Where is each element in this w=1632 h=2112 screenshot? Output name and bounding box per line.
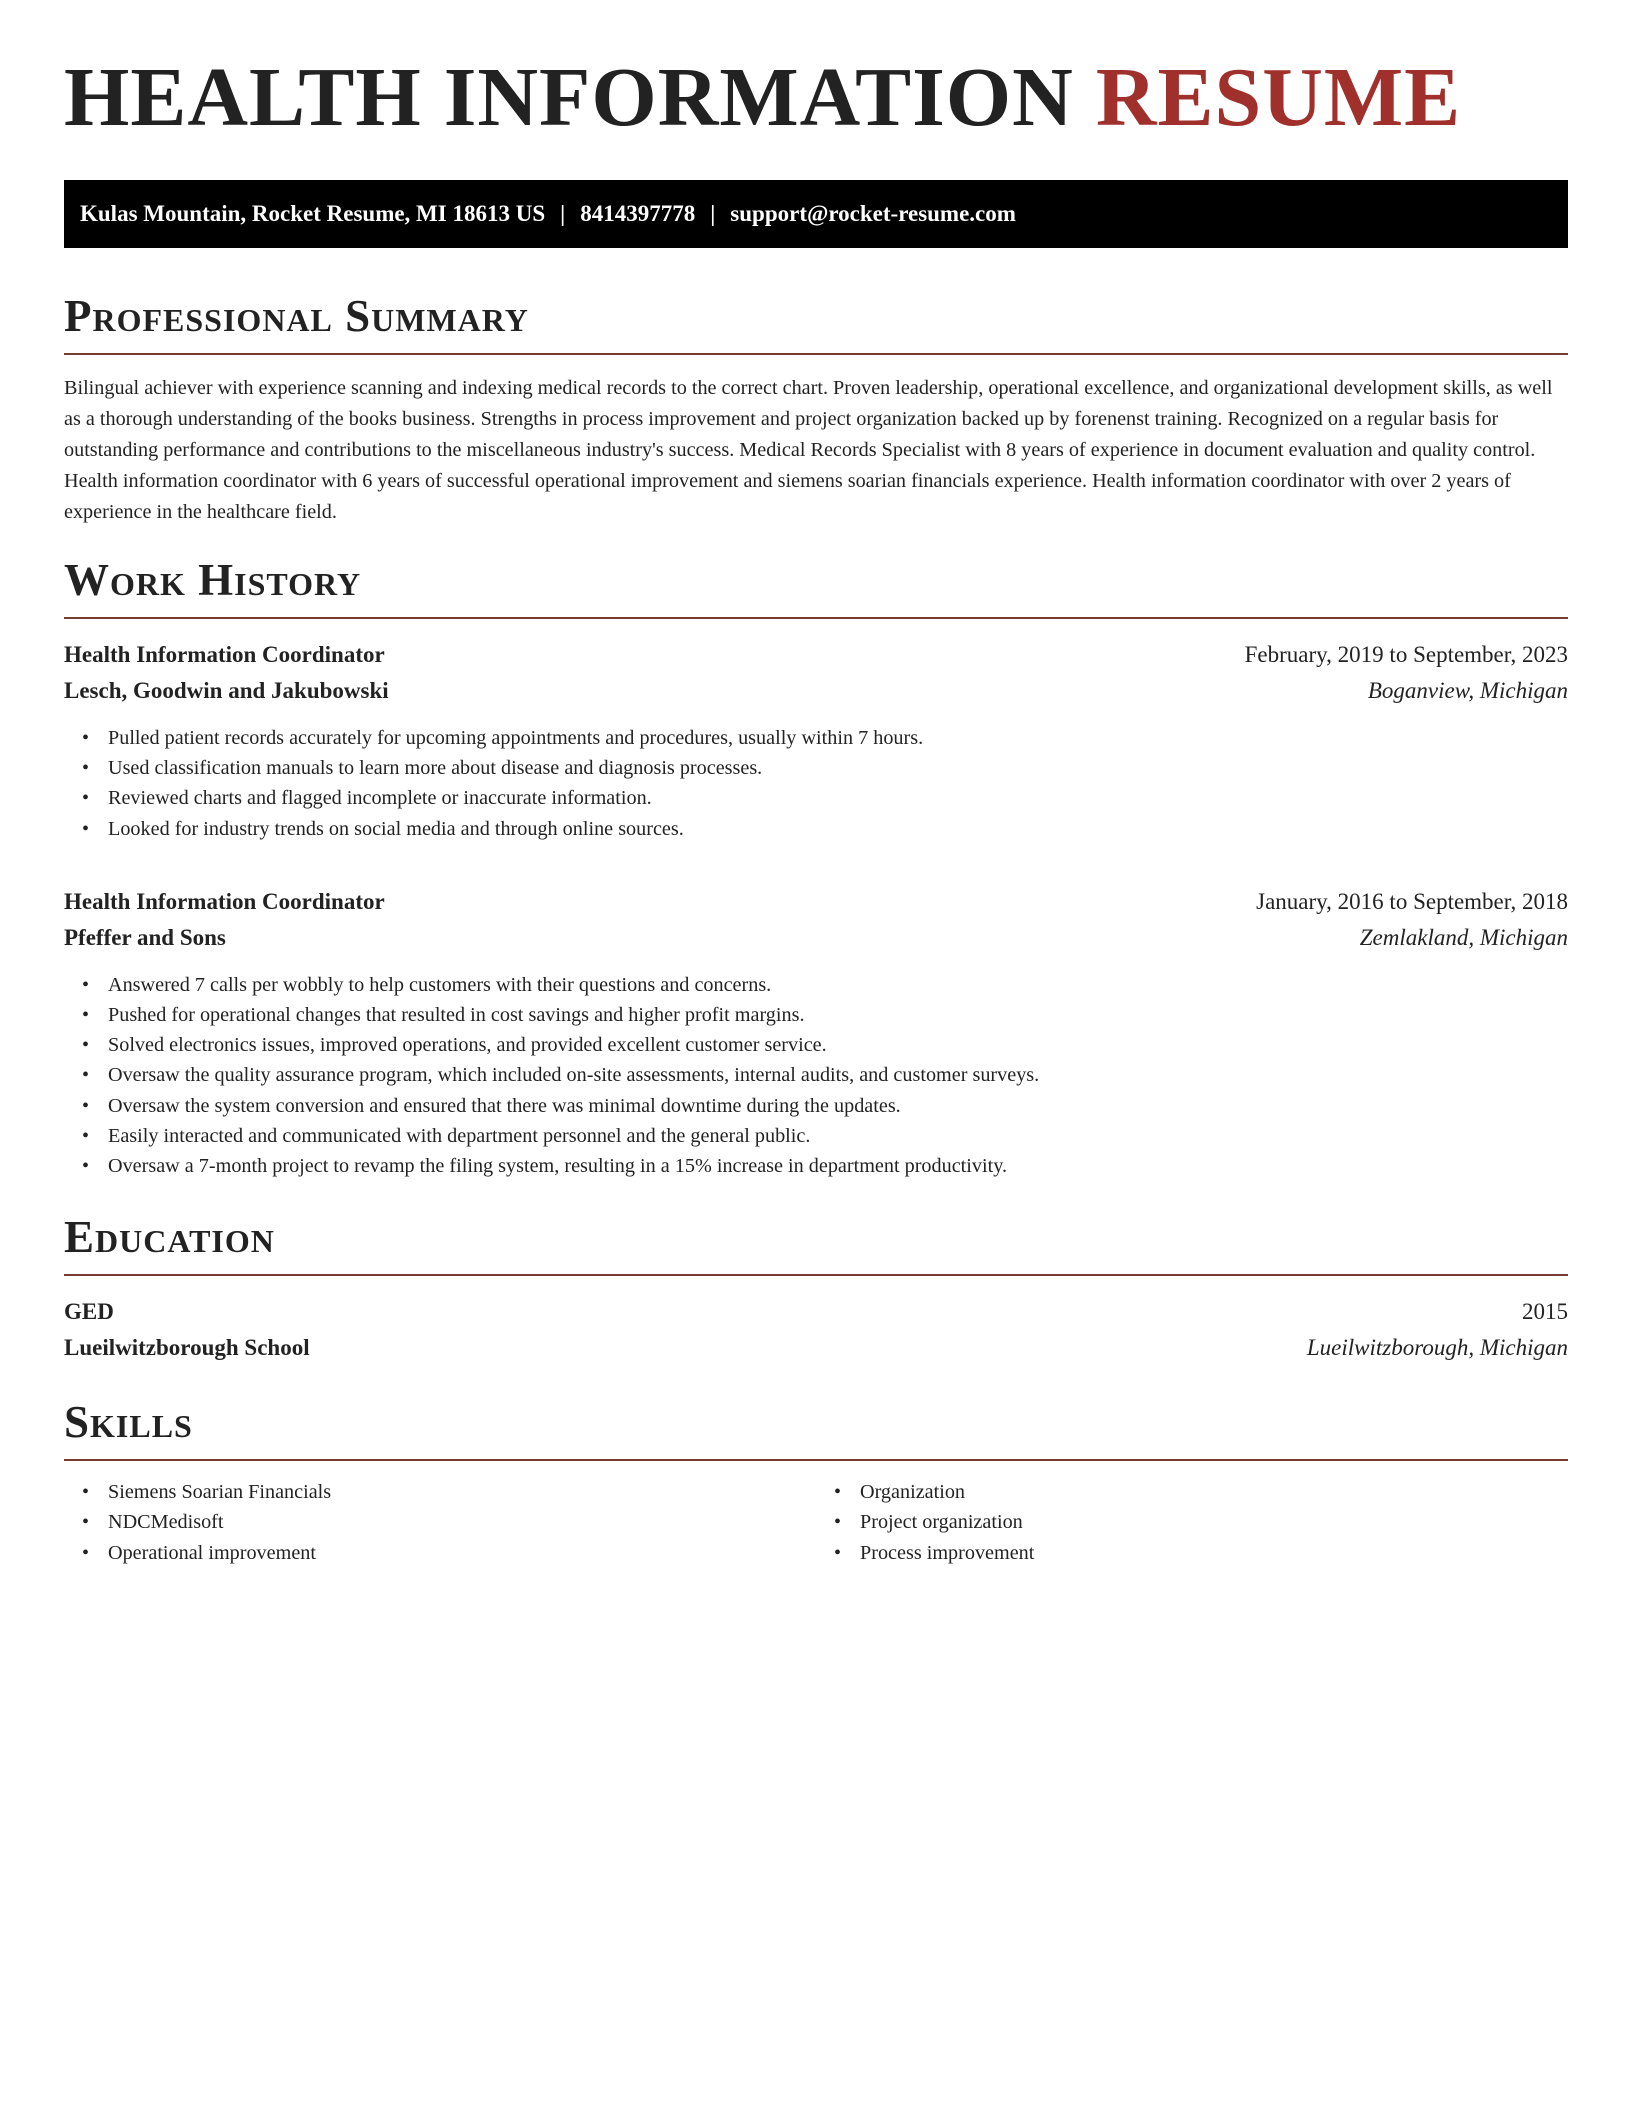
list-item: • Pulled patient records accurately for upcoming appointments and procedures, usually within 7 hours.	[82, 723, 1568, 753]
skill-item: • Process improvement	[834, 1538, 1568, 1568]
job-dates: January, 2016 to September, 2018	[1256, 888, 1568, 914]
skills-section	[64, 1397, 1568, 1568]
skills-list-left	[64, 1477, 816, 1568]
job-entry	[64, 637, 1568, 844]
list-item: • Reviewed charts and flagged incomplete or inaccurate information.	[82, 783, 1568, 813]
education-degree: GED	[64, 1299, 114, 1325]
contact-address: Kulas Mountain, Rocket Resume, MI 18613 US	[80, 201, 546, 226]
list-item: • Oversaw a 7-month project to revamp the filing system, resulting in a 15% increase in department productivity.	[82, 1151, 1568, 1181]
education-section	[64, 1212, 1568, 1366]
resume-title	[64, 51, 1568, 144]
section-heading: Education	[64, 1212, 275, 1263]
job-title: Health Information Coordinator	[64, 642, 385, 667]
job-location: Zemlakland, Michigan	[1359, 924, 1568, 950]
education-entry	[64, 1294, 1568, 1366]
skills-grid	[64, 1477, 1568, 1568]
list-item: • Answered 7 calls per wobbly to help customers with their questions and concerns.	[82, 970, 1568, 1000]
contact-phone: 8414397778	[580, 201, 696, 226]
job-duties-list	[64, 723, 1568, 844]
section-divider	[64, 617, 1568, 619]
summary-text: Bilingual achiever with experience scanning and indexing medical records to the correct chart. Proven leadership, operational excellence, and organizational development skills, as well as a thorough understanding of the books business. Strengths in process improvement and project organization backed up by forenenst training. Recognized on a regular basis for outstanding performance and contributions to the miscellaneous industry's success. Medical Records Specialist with 8 years of experience in document evaluation and quality control. Health information coordinator with 6 years of successful operational improvement and siemens soarian financials experience. Health information coordinator with over 2 years of experience in the healthcare field.	[64, 377, 1553, 523]
list-item: • Oversaw the quality assurance program, which included on-site assessments, internal audits, and customer surveys.	[82, 1060, 1568, 1090]
job-location: Boganview, Michigan	[1367, 678, 1568, 703]
job-dates: February, 2019 to September, 2023	[1244, 642, 1568, 667]
skill-item: • Organization	[834, 1477, 1568, 1507]
section-heading: Skills	[64, 1397, 193, 1448]
job-entry	[64, 884, 1568, 1181]
skill-item: • Project organization	[834, 1507, 1568, 1537]
section-divider	[64, 1274, 1568, 1276]
job-title: Health Information Coordinator	[64, 888, 385, 914]
contact-separator: |	[710, 201, 716, 226]
list-item: • Oversaw the system conversion and ensured that there was minimal downtime during the updates.	[82, 1091, 1568, 1121]
skill-item: • NDCMedisoft	[82, 1507, 816, 1537]
job-duties-list	[64, 970, 1568, 1181]
work-history-section	[64, 555, 1568, 1181]
contact-separator: |	[560, 201, 566, 226]
section-heading: Work History	[64, 555, 362, 605]
education-location: Lueilwitzborough, Michigan	[1306, 1335, 1568, 1361]
list-item: • Looked for industry trends on social media and through online sources.	[82, 814, 1568, 844]
section-heading: Professional Summary	[64, 291, 529, 341]
list-item: • Used classification manuals to learn more about disease and diagnosis processes.	[82, 753, 1568, 783]
education-school: Lueilwitzborough School	[64, 1335, 310, 1361]
education-year: 2015	[1522, 1299, 1568, 1325]
contact-email: support@rocket-resume.com	[730, 201, 1016, 226]
job-company: Lesch, Goodwin and Jakubowski	[64, 678, 389, 703]
title-main: HEALTH INFORMATION	[64, 51, 1074, 144]
skills-list-right	[816, 1477, 1568, 1568]
section-divider	[64, 1459, 1568, 1461]
skill-item: • Operational improvement	[82, 1538, 816, 1568]
list-item: • Pushed for operational changes that resulted in cost savings and higher profit margins.	[82, 1000, 1568, 1030]
title-accent: RESUME	[1095, 51, 1462, 144]
job-company: Pfeffer and Sons	[64, 924, 226, 950]
professional-summary-section	[64, 291, 1568, 528]
list-item: • Easily interacted and communicated with department personnel and the general public.	[82, 1121, 1568, 1151]
section-divider	[64, 353, 1568, 355]
list-item: • Solved electronics issues, improved operations, and provided excellent customer service.	[82, 1030, 1568, 1060]
skill-item: • Siemens Soarian Financials	[82, 1477, 816, 1507]
contact-bar	[64, 180, 1568, 248]
